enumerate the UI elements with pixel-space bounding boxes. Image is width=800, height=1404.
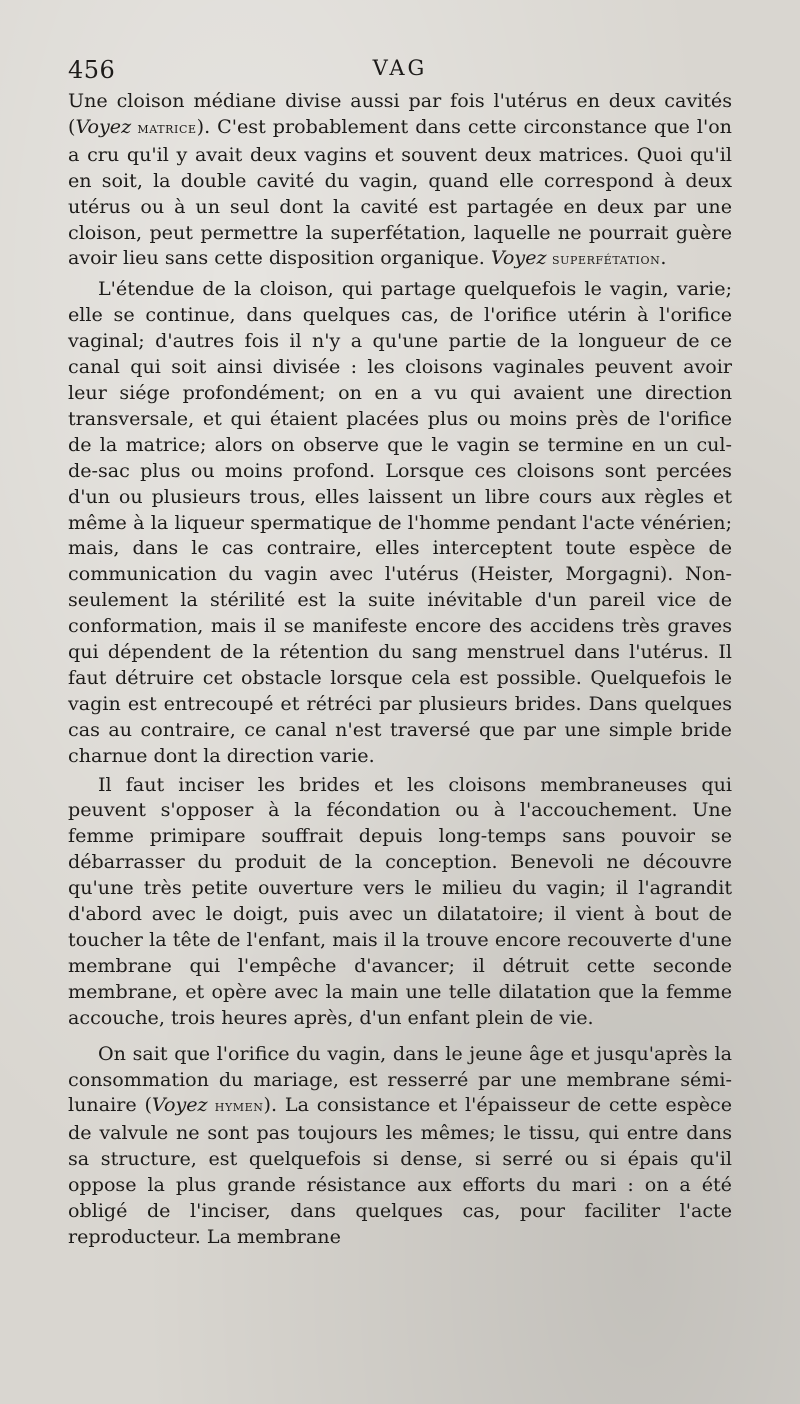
paragraph-text: Une cloison médiane divise aussi par fois l'utérus en deux cavités ( [68,89,732,138]
paragraph-text: . [660,246,667,270]
page-header [68,56,732,90]
cross-reference-term: superfétation [546,250,661,269]
paragraph-4 [68,1041,732,1250]
page-number: 456 [68,56,116,84]
paragraph-text: Il faut inciser les brides et les cloisons membraneuses qui peuvent s'opposer à la fécondation ou à l'accouchement. Une femme primipare souffrait depuis long-temps sans pouvoir se débarrasser du produit de la conception. Benevoli ne découvre qu'une très petite ouverture vers le milieu du vagin; il l'agrandit d'abord avec le doigt, puis avec un dilatatoire; il vient à bout de toucher la tête de l'enfant, mais il la trouve encore recouverte d'une membrane qui l'empêche d'avancer; il détruit cette seconde membrane, et opère avec la main une telle dilatation que la femme accouche, trois heures après, d'un enfant plein de vie. [68,772,732,1029]
paragraph-text: L'étendue de la cloison, qui partage quelquefois le vagin, varie; elle se continue, dans quelques cas, de l'orifice utérin à l'orifice vaginal; d'autres fois il n'y a qu'une partie de la longueur de ce canal qui soit ainsi divisée : les cloisons vaginales peuvent avoir leur siége profondément; on en a vu qui avaient une direction transversale, et qui étaient placées plus ou moins près de l'orifice de la matrice; alors on observe que le vagin se termine en un cul-de-sac plus ou moins profond. Lorsque ces cloisons sont percées d'un ou plusieurs trous, elles laissent un libre cours aux règles et même à la liqueur spermatique de l'homme pendant l'acte vénérien; mais, dans le cas contraire, elles interceptent toute espèce de communication du vagin avec l'utérus (Heister, Morgagni). Non-seulement la stérilité est la suite inévitable d'un pareil vice de conformation, mais il se manifeste encore des accidens très graves qui dépendent de la rétention du sang menstruel dans l'utérus. Il faut détruire cet obstacle lorsque cela est possible. Quelquefois le vagin est entrecoupé et rétréci par plusieurs brides. Dans quelques cas au contraire, ce canal n'est traversé que par une simple bride charnue dont la direction varie. [68,277,732,767]
page-body [68,88,732,1250]
cross-reference-voyez: Voyez [75,114,132,138]
paragraph-text: ). La consistance et l'épaisseur de cette espèce de valvule ne sont pas toujours les mêmes; le tissu, qui entre dans sa structure, est quelquefois si dense, si serré ou si épais qu'il oppose la plus grande résistance aux efforts du mari : on a été obligé de l'inciser, dans quelques cas, pour faciliter l'acte reproducteur. La membrane [68,1093,733,1248]
paragraph-3 [68,772,732,1031]
cross-reference-term: hymen [207,1097,264,1116]
paragraph-text: ). C'est probablement dans cette circonstance que l'on a cru qu'il y avait deux vagins et souvent deux matrices. Quoi qu'il en soit, la double cavité du vagin, quand elle correspond à deux utérus ou à un seul dont la cavité est partagée en deux par une cloison, peut permettre la superfétation, laquelle ne pourrait guère avoir lieu sans cette disposition organique. [68,114,732,270]
cross-reference-voyez: Voyez [151,1093,208,1117]
running-head: VAG [372,56,428,80]
paragraph-text: On sait que l'orifice du vagin, dans le jeune âge et jusqu'après la consommation du mariage, est resserré par une membrane sémi-lunaire ( [68,1041,732,1117]
cross-reference-term: matrice [131,118,197,137]
paragraph-1 [68,88,732,273]
cross-reference-voyez: Voyez [490,246,547,270]
paragraph-2 [68,276,732,768]
